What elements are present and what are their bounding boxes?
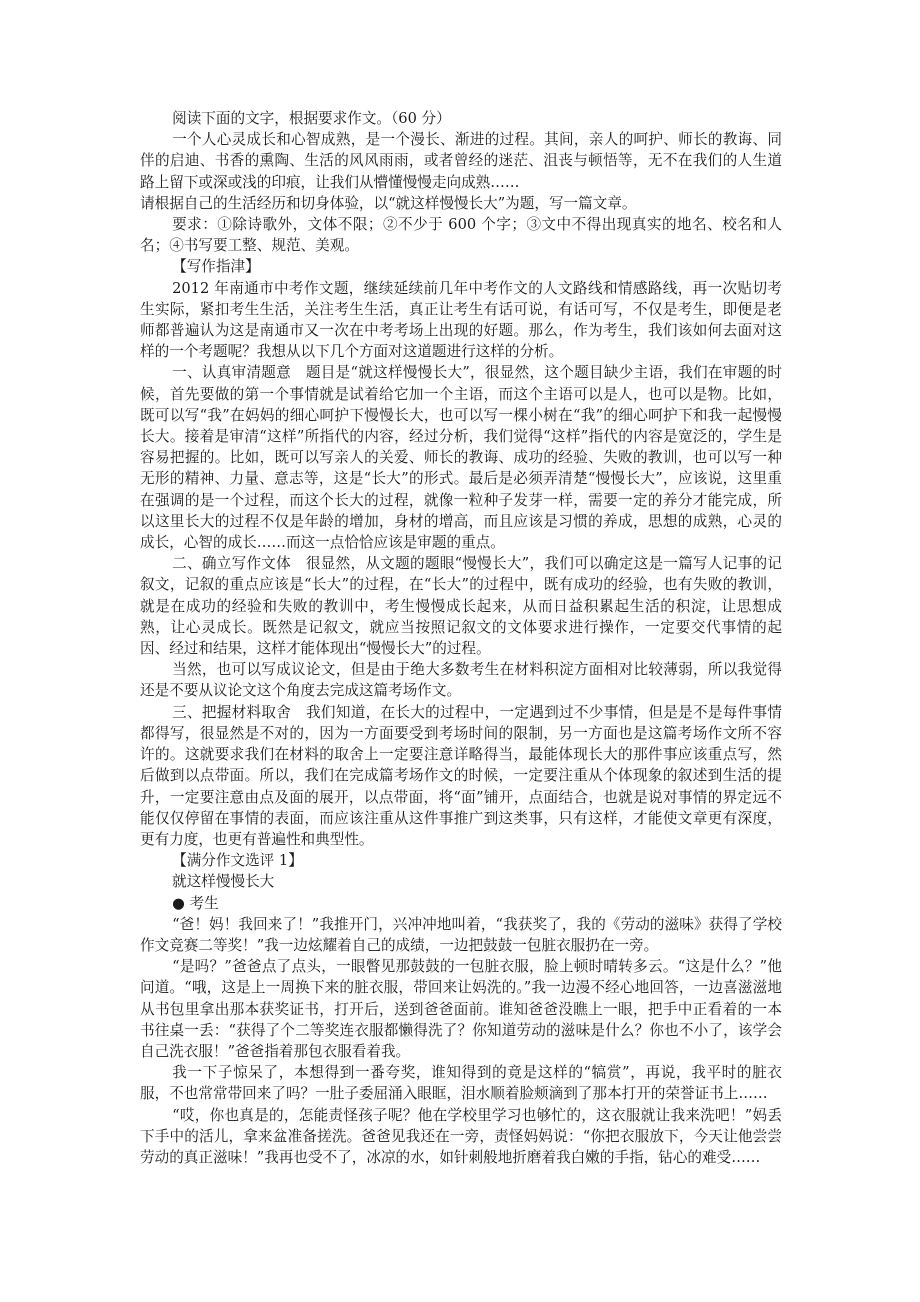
- paragraph-guide-note: 当然，也可以写成议论文，但是由于绝大多数考生在材料积淀方面相对比较薄弱，所以我觉得还是不要从议论文这个角度去完成这篇考场作文。: [140, 661, 782, 700]
- paragraph-guide-point-2: 二、确立写作文体 很显然，从文题的题眼“慢慢长大”，我们可以确定这是一篇写人记事的记叙文，记叙的重点应该是“长大”的过程，在“长大”的过程中，既有成功的经验，也有失败的教训，就是在成功的经验和失败的教训中，考生慢慢成长起来，从而日益积累起生活的积淀，让思想成熟，让心灵成长。既然是记叙文，就应当按照记叙文的文体要求进行操作，一定要交代事情的起因、经过和结果，这样才能体现出“慢慢长大”的过程。: [140, 555, 782, 658]
- essay-paragraph-3: 我一下子惊呆了，本想得到一番夸奖，谁知得到的竟是这样的“犒赏”，再说，我平时的脏衣服，不也常常带回来了吗？一肚子委屈涌入眼眶，泪水顺着脸颊滴到了那本打开的荣誉证书上……: [140, 1064, 782, 1103]
- paragraph-guide-point-3: 三、把握材料取舍 我们知道，在长大的过程中，一定遇到过不少事情，但是是不是每件事情都得写，很显然是不对的，因为一方面要受到考场时间的限制，另一方面也是这篇考场作文所不容许的。这就要求我们在材料的取舍上一定要注意详略得当，最能体现长大的那件事应该重点写，然后做到以点带面。所以，我们在完成篇考场作文的时候，一定要注重从个体现象的叙述到生活的提升，一定要注意由点及面的展开，以点带面，将“面”铺开，点面结合，也就是说对事情的界定远不能仅仅停留在事情的表面，而应该注重从这件事推广到这类事，只有这样，才能使文章更有深度，更有力度，也更有普遍性和典型性。: [140, 703, 782, 848]
- section-heading-sample-essay: 【满分作文选评 1】: [172, 852, 303, 870]
- section-heading-writing-guide: 【写作指津】: [172, 258, 260, 276]
- paragraph-prompt-material: 一个人心灵成长和心智成熟，是一个漫长、渐进的过程。其间，亲人的呵护、师长的教诲、同伴的启迪、书香的熏陶、生活的风风雨雨，或者曾经的迷茫、沮丧与顿悟等，无不在我们的人生道路上留下或深或浅的印痕，让我们从懵懂慢慢走向成熟……: [140, 131, 782, 191]
- paragraph-prompt-intro: 阅读下面的文字，根据要求作文。（60 分）: [172, 110, 451, 127]
- paragraph-prompt-task: 请根据自己的生活经历和切身体验，以“就这样慢慢长大”为题，写一篇文章。: [140, 194, 637, 212]
- paragraph-prompt-requirements: 要求：①除诗歌外，文体不限；②不少于 600 个字；③文中不得出现真实的地名、校名和人名；④书写要工整、规范、美观。: [140, 216, 782, 255]
- paragraph-guide-intro: 2012 年南通市中考作文题，继续延续前几年中考作文的人文路线和情感路线，再一次贴切考生实际，紧扣考生生活，关注考生生活，真正让考生有话可说，有话可写，不仅是考生，即便是老师都普遍认为这是南通市又一次在中考考场上出现的好题。那么，作为考生，我们该如何去面对这样的一个考题呢？我想从以下几个方面对这道题进行这样的分析。: [140, 279, 782, 361]
- essay-author: ● 考生: [172, 894, 219, 912]
- paragraph-guide-point-1: 一、认真审清题意 题目是“就这样慢慢长大”，很显然，这个题目缺少主语，我们在审题的时候，首先要做的第一个事情就是试着给它加一个主语，而这个主语可以是人，也可以是物。比如，既可以写“我”在妈妈的细心呵护下慢慢长大，也可以写一棵小树在“我”的细心呵护下和我一起慢慢长大。接着是审清“这样”所指代的内容，经过分析，我们觉得“这样”指代的内容是宽泛的，学生是容易把握的。比如，既可以写亲人的关爱、师长的教诲、成功的经验、失败的教训，也可以写一种无形的精神、力量、意志等，这是“长大”的形式。最后是必须弄清楚“慢慢长大”，应该说，这里重在强调的是一个过程，而这个长大的过程，就像一粒种子发芽一样，需要一定的养分才能完成，所以这里长大的过程不仅是年龄的增加，身材的增高，而且应该是习惯的养成，思想的成熟，心灵的成长，心智的成长……而这一点恰恰应该是审题的重点。: [140, 364, 782, 552]
- essay-paragraph-1: “爸！妈！我回来了！”我推开门，兴冲冲地叫着，“我获奖了，我的《劳动的滋味》获得了学校作文竞赛二等奖！”我一边炫耀着自己的成绩，一边把鼓鼓一包脏衣服扔在一旁。: [140, 915, 782, 954]
- essay-title: 就这样慢慢长大: [172, 873, 275, 891]
- essay-paragraph-2: “是吗？”爸爸点了点头，一眼瞥见那鼓鼓的一包脏衣服，脸上顿时晴转多云。“这是什么？”他问道。“哦，这是上一周换下来的脏衣服，带回来让妈洗的。”我一边漫不经心地回答，一边喜滋滋地从书包里拿出那本获奖证书，打开后，送到爸爸面前。谁知爸爸没瞧上一眼，把手中正看着的一本书往桌一丢：“获得了个二等奖连衣服都懒得洗了？你知道劳动的滋味是什么？你也不小了，该学会自己洗衣服！”爸爸指着那包衣服看着我。: [140, 958, 782, 1060]
- essay-paragraph-4: “哎，你也真是的，怎能责怪孩子呢？他在学校里学习也够忙的，这衣服就让我来洗吧！”妈丢下手中的活儿，拿来盆准备搓洗。爸爸见我还在一旁，责怪妈妈说：“你把衣服放下，今天让他尝尝劳动的真正滋味！”我再也受不了，冰凉的水，如针刺般地折磨着我白嫩的手指，钻心的难受……: [140, 1106, 782, 1166]
- document-page: [140, 108, 782, 1168]
